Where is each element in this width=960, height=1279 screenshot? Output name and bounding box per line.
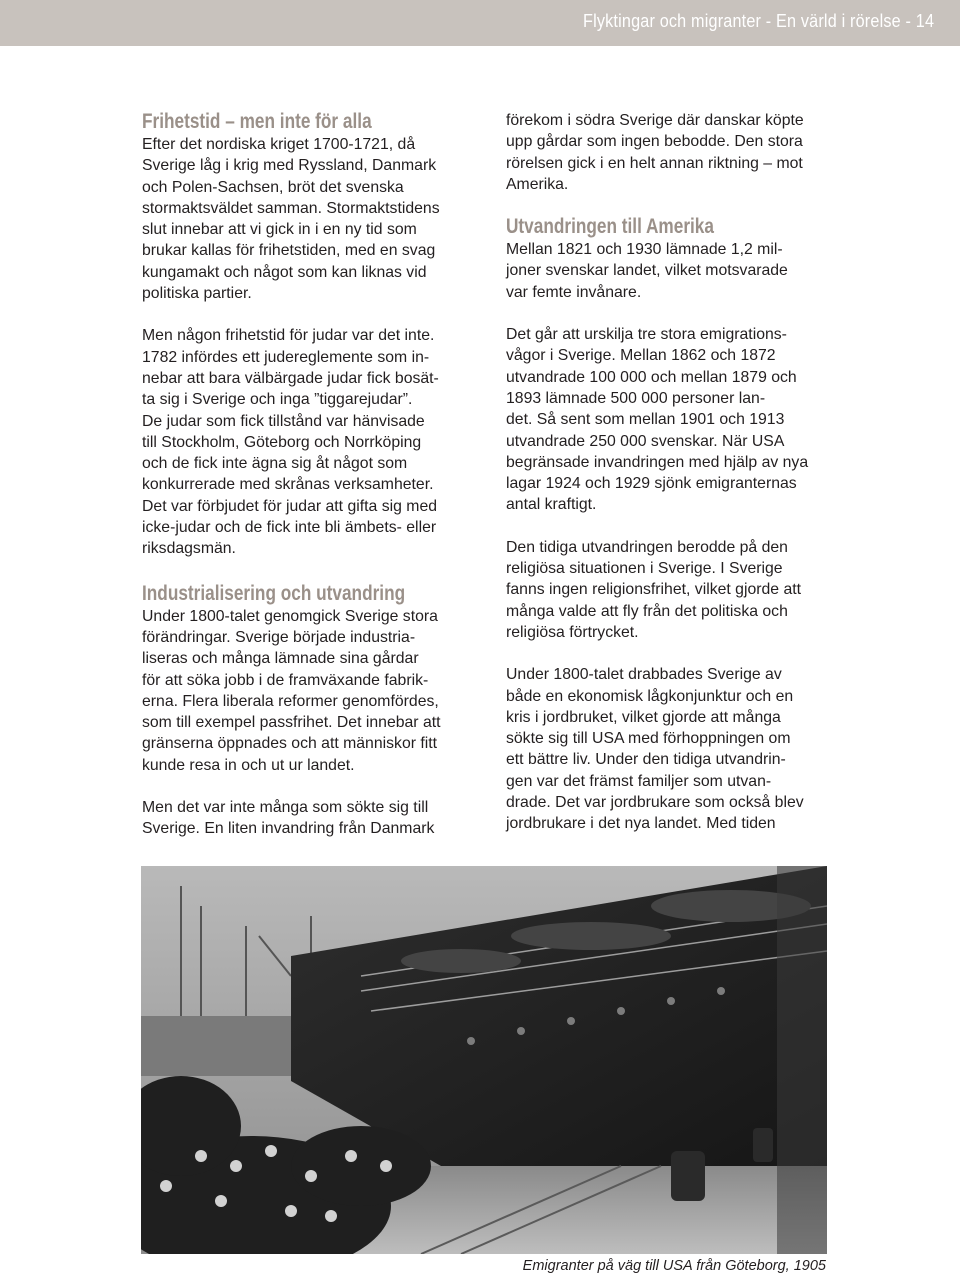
text-line: 1782 infördes ett judereglemente som in- [142, 348, 430, 366]
text-line: Efter det nordiska kriget 1700-1721, då [142, 136, 416, 153]
section-heading-frihetstid: Frihetstid – men inte för alla [142, 110, 372, 133]
text-line: och Polen-Sachsen, bröt det svenska [142, 178, 404, 196]
section-heading-utvandringen: Utvandringen till Amerika [506, 215, 714, 239]
text-line: för att söka jobb i de framväxande fabrik- [142, 671, 429, 689]
section-heading-industrialisering: Industrialisering och utvandring [142, 581, 406, 605]
paragraph-emigrationsvagor [506, 324, 836, 516]
text-line: Under 1800-talet drabbades Sverige av [506, 666, 782, 684]
text-line: Det går att urskilja tre stora emigrations- [506, 326, 787, 344]
paragraph-lagkonjunktur [506, 664, 836, 834]
text-line: Men det var inte många som sökte sig till [142, 799, 429, 817]
paragraph-invandring [142, 797, 472, 840]
text-line: det. Så sent som mellan 1901 och 1913 [506, 411, 785, 429]
text-line: upp gårdar som ingen bebodde. Den stora [506, 133, 803, 151]
text-line: kunde resa in och ut ur landet. [142, 756, 355, 774]
paragraph-judar [142, 325, 472, 559]
text-line: var femte invånare. [506, 283, 642, 301]
text-line: religiösa förtrycket. [506, 623, 639, 641]
text-line: religiösa situationen i Sverige. I Sverige [506, 560, 783, 578]
text-line: antal kraftigt. [506, 496, 597, 514]
text-line: rörelsen gick i en helt annan riktning – mot [506, 154, 803, 172]
paragraph-industrialisering [142, 606, 472, 776]
text-line: som till exempel passfrihet. Det innebar att [142, 714, 441, 732]
text-line: 1893 lämnade 500 000 personer lan- [506, 389, 766, 407]
text-line: förändringar. Sverige började industria- [142, 628, 416, 646]
left-column [142, 110, 472, 840]
text-line: förekom i södra Sverige där danskar köpte [506, 112, 804, 129]
text-line: utvandrade 250 000 svenskar. När USA [506, 432, 785, 450]
text-line: Men någon frihetstid för judar var det inte. [142, 327, 435, 345]
text-line: jordbrukare i det nya landet. Med tiden [506, 815, 776, 833]
text-line: fanns ingen religionsfrihet, vilket gjorde att [506, 581, 802, 599]
text-line: både en ekonomisk lågkonjunktur och en [506, 687, 794, 705]
text-line: politiska partier. [142, 285, 252, 303]
text-line: Den tidiga utvandringen berodde på den [506, 538, 788, 556]
text-line: icke-judar och de fick inte bli ämbets- eller [142, 519, 437, 537]
text-line: sökte sig till USA med förhoppningen om [506, 730, 791, 748]
text-line: erna. Flera liberala reformer genomfördes, [142, 692, 439, 710]
text-line: kris i jordbruket, vilket gjorde att många [506, 708, 781, 726]
text-line: gränserna öppnades och att människor fitt [142, 735, 438, 753]
text-line: Sverige låg i krig med Ryssland, Danmark [142, 157, 437, 175]
text-line: liseras och många lämnade sina gårdar [142, 650, 419, 668]
running-header: Flyktingar och migranter - En värld i rörelse - 14 [582, 11, 934, 31]
text-line: ett bättre liv. Under den tidiga utvandrin- [506, 751, 786, 769]
text-line: slut innebar att vi gick in i en ny tid som [142, 221, 417, 239]
paragraph-frihetstid [142, 134, 472, 304]
text-line: gen var det främst familjer som utvan- [506, 772, 772, 790]
text-line: nebar att bara välbärgade judar fick bosät- [142, 369, 439, 387]
paragraph-religion [506, 537, 836, 643]
text-line: joner svenskar landet, vilket motsvarade [506, 262, 788, 280]
text-line: begränsade invandringen med hjälp av nya [506, 453, 809, 471]
text-line: drade. Det var jordbrukare som också blev [506, 794, 804, 812]
right-column [506, 110, 836, 835]
text-line: konkurrerade med skrånas verksamheter. [142, 476, 434, 494]
text-line: utvandrade 100 000 och mellan 1879 och [506, 368, 797, 386]
text-line: De judar som fick tillstånd var hänvisade [142, 412, 425, 430]
paragraph-amerika-intro [506, 110, 836, 195]
text-line: lagar 1924 och 1929 sjönk emigranternas [506, 475, 797, 493]
text-line: riksdagsmän. [142, 540, 236, 558]
text-line: Amerika. [506, 175, 569, 193]
text-line: många valde att fly från det politiska och [506, 602, 788, 620]
text-line: vågor i Sverige. Mellan 1862 och 1872 [506, 347, 776, 365]
text-line: Sverige. En liten invandring från Danmark [142, 820, 435, 838]
header-band [0, 0, 960, 46]
text-line: brukar kallas för frihetstiden, med en svag [142, 242, 436, 260]
text-line: ta sig i Sverige och inga ”tiggarejudar”. [142, 391, 413, 409]
text-line: till Stockholm, Göteborg och Norrköping [142, 433, 422, 451]
text-line: Det var förbjudet för judar att gifta sig med [142, 497, 438, 515]
text-line: stormaktsväldet samman. Stormaktstidens [142, 199, 440, 217]
text-line: och de fick inte ägna sig åt något som [142, 455, 408, 473]
text-line: Under 1800-talet genomgick Sverige stora [142, 607, 438, 625]
emigrant-ship-photo [141, 866, 827, 1254]
text-line: kungamakt och något som kan liknas vid [142, 263, 427, 281]
paragraph-utvandringen [506, 239, 836, 303]
text-line: Mellan 1821 och 1930 lämnade 1,2 mil- [506, 241, 783, 259]
photo-caption: Emigranter på väg till USA från Göteborg, 1905 [522, 1258, 826, 1274]
